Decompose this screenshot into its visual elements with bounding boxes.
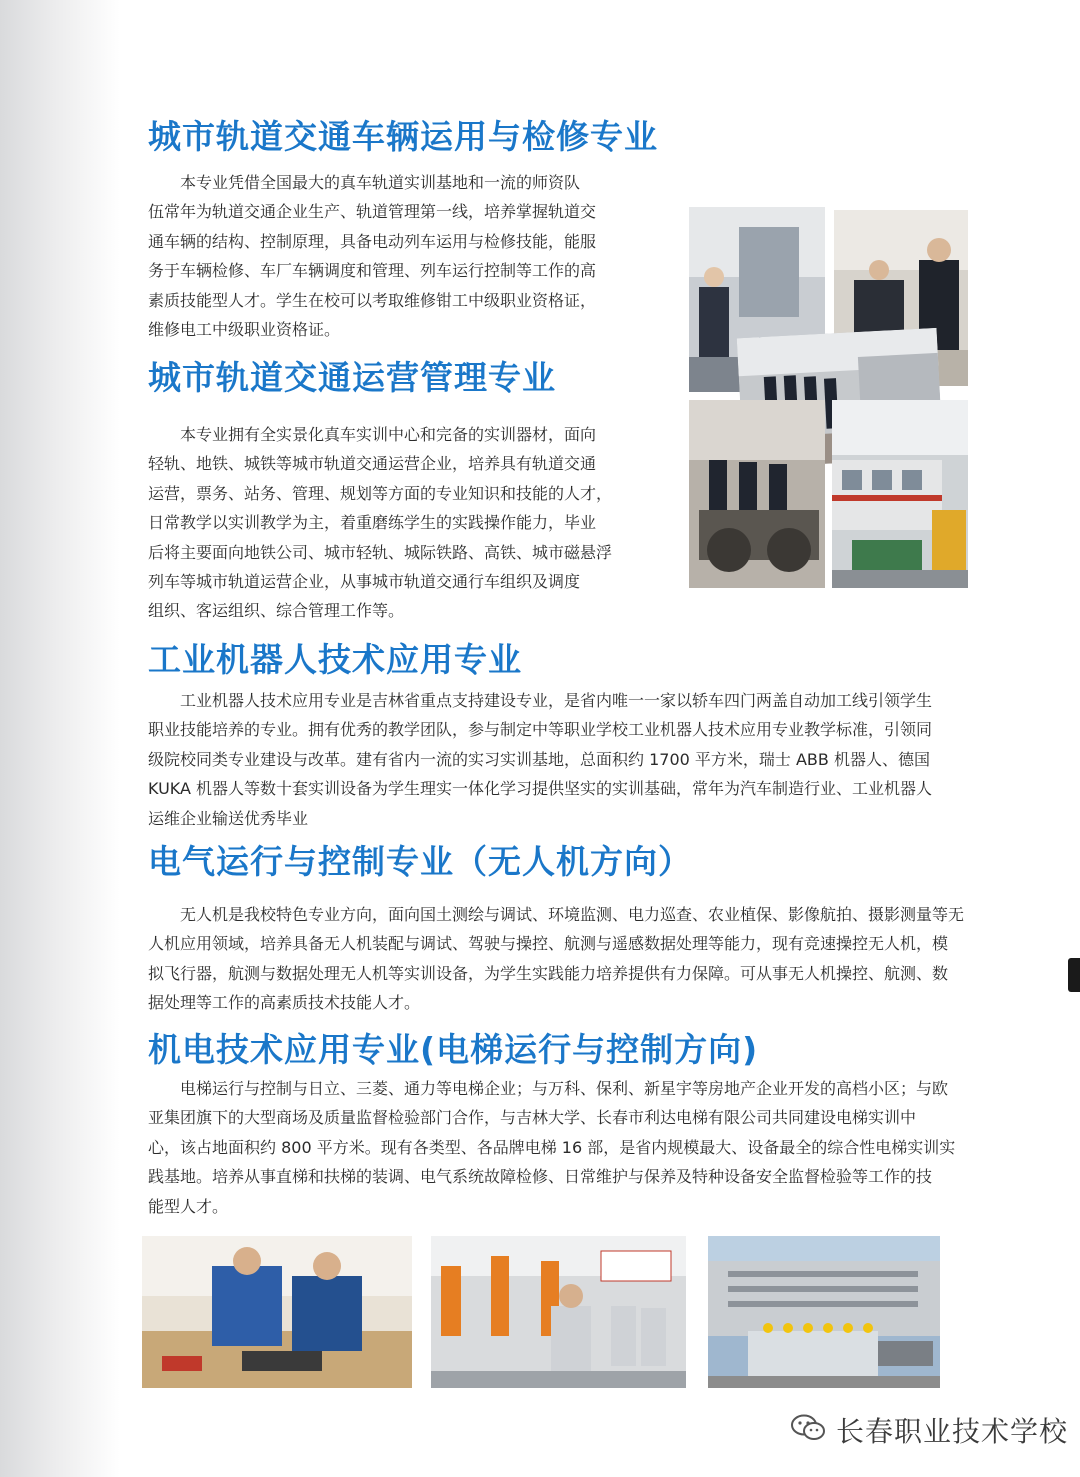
photo-drone-assembly xyxy=(142,1236,412,1388)
section-body-drone xyxy=(148,900,968,1018)
body-line: 电梯运行与控制与日立、三菱、通力等电梯企业；与万科、保利、新星宇等房地产企业开发的高档小区；与欧 xyxy=(180,1079,949,1098)
body-line: 日常教学以实训教学为主，着重磨练学生的实践操作能力，毕业 xyxy=(148,513,597,533)
body-line: 践基地。培养从事直梯和扶梯的装调、电气系统故障检修、日常维护与保养及特种设备安全监督检验等工作的技 xyxy=(148,1167,933,1187)
body-line: 人机应用领域，培养具备无人机装配与调试、驾驶与操控、航测与遥感数据处理等能力，现有竞速操控无人机，模 xyxy=(148,934,949,954)
body-line: 级院校同类专业建设与改革。建有省内一流的实习实训基地，总面积约 1700 平方米，瑞士 ABB 机器人、德国 xyxy=(148,749,930,769)
section-title-operations-management: 城市轨道交通运营管理专业 xyxy=(148,358,556,397)
wechat-icon xyxy=(790,1413,826,1447)
body-line: 拟飞行器，航测与数据处理无人机等实训设备，为学生实践能力培养提供有力保障。可从事无人机操控、航测、数 xyxy=(148,963,949,983)
footer-watermark xyxy=(790,1410,1068,1450)
body-line: 心，该占地面积约 800 平方米。现有各类型、各品牌电梯 16 部，是省内规模最大、设备最全的综合性电梯实训实 xyxy=(148,1137,956,1157)
left-gradient-strip xyxy=(0,0,120,1477)
body-line: 工业机器人技术应用专业是吉林省重点支持建设专业，是省内唯一一家以轿车四门两盖自动加工线引领学生 xyxy=(180,691,933,710)
body-line: 后将主要面向地铁公司、城市轻轨、城际铁路、高铁、城市磁悬浮 xyxy=(148,542,613,562)
body-line: 维修电工中级职业资格证。 xyxy=(148,320,341,340)
body-line: KUKA 机器人等数十套实训设备为学生理实一体化学习提供坚实的实训基础，常年为汽车制造行业、工业机器人 xyxy=(148,779,933,799)
body-line: 本专业凭借全国最大的真车轨道实训基地和一流的师资队 xyxy=(180,173,581,192)
body-line: 据处理等工作的高素质技术技能人才。 xyxy=(148,993,421,1013)
body-line: 无人机是我校特色专业方向，面向国土测绘与调试、环境监测、电力巡查、农业植保、影像航拍、摄影测量等无 xyxy=(180,905,965,924)
body-line: 运维企业输送优秀毕业 xyxy=(148,808,309,828)
section-title-vehicle-maintenance: 城市轨道交通车辆运用与检修专业 xyxy=(148,117,658,156)
body-line: 列车等城市轨道运营企业，从事城市轨道交通行车组织及调度 xyxy=(148,572,581,592)
footer-account-name: 长春职业技术学校 xyxy=(836,1415,1069,1448)
photo-bogie-maintenance xyxy=(689,400,825,588)
body-line: 运营，票务、站务、管理、规划等方面的专业知识和技能的人才， xyxy=(148,483,613,503)
section-title-industrial-robot: 工业机器人技术应用专业 xyxy=(148,640,522,679)
body-line: 组织、客运组织、综合管理工作等。 xyxy=(148,601,405,621)
body-line: 素质技能型人才。学生在校可以考取维修钳工中级职业资格证， xyxy=(148,290,597,310)
photo-elevator-team xyxy=(708,1236,940,1388)
section-body-operations-management xyxy=(148,420,618,626)
section-title-elevator: 机电技术应用专业(电梯运行与控制方向) xyxy=(148,1030,759,1069)
body-line: 伍常年为轨道交通企业生产、轨道管理第一线，培养掌握轨道交 xyxy=(148,202,597,222)
body-line: 亚集团旗下的大型商场及质量监督检验部门合作，与吉林大学、长春市利达电梯有限公司共同建设电梯实训中 xyxy=(148,1108,917,1128)
section-body-industrial-robot xyxy=(148,686,968,833)
body-line: 务于车辆检修、车厂车辆调度和管理、列车运行控制等工作的高 xyxy=(148,261,597,281)
page-edge-tab xyxy=(1068,958,1080,992)
photo-metro-train-hall xyxy=(832,400,968,588)
body-line: 能型人才。 xyxy=(148,1196,229,1216)
photo-robot-lab xyxy=(431,1236,686,1388)
section-body-elevator xyxy=(148,1074,968,1221)
body-line: 本专业拥有全实景化真车实训中心和完备的实训器材，面向 xyxy=(180,425,597,444)
body-line: 轻轨、地铁、城铁等城市轨道交通运营企业，培养具有轨道交通 xyxy=(148,454,597,474)
body-line: 职业技能培养的专业。拥有优秀的教学团队，参与制定中等职业学校工业机器人技术应用专业教学标准，引领同 xyxy=(148,720,933,740)
section-body-vehicle-maintenance xyxy=(148,168,618,344)
section-title-drone: 电气运行与控制专业（无人机方向） xyxy=(148,842,692,881)
body-line: 通车辆的结构、控制原理，具备电动列车运用与检修技能，能服 xyxy=(148,231,597,251)
